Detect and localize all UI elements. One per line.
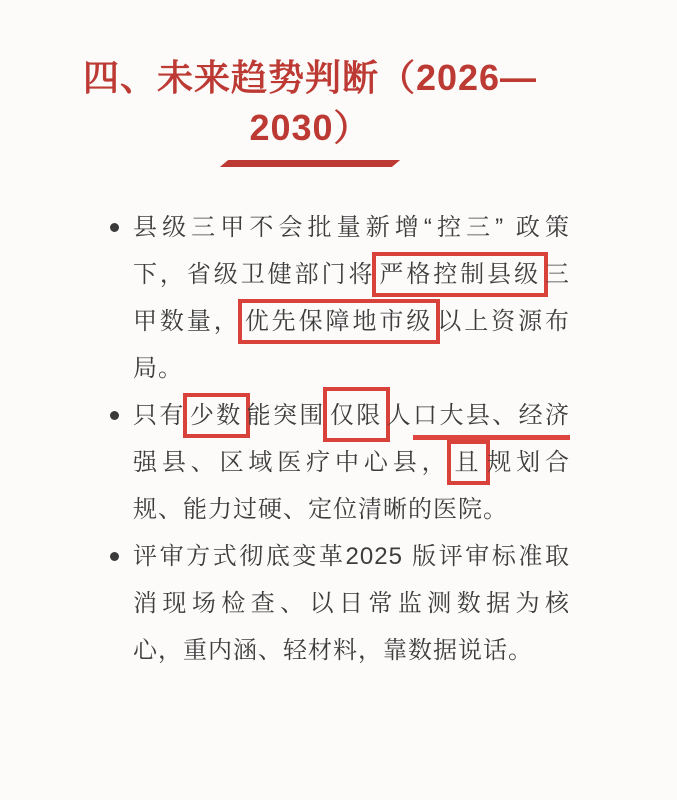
text-segment: 三 (545, 261, 571, 288)
bullet-list (0, 204, 570, 674)
text-line (133, 627, 570, 674)
text-segment: 消现场检查、以日常监测数据为核 (133, 590, 570, 617)
bullet-item-3 (133, 533, 570, 674)
text-segment: 心，重内涵、轻材料，靠数据说话。 (133, 637, 533, 664)
highlight-box: 少数 (183, 393, 250, 438)
text-line (133, 486, 570, 533)
text-segment: 以上资源布 (437, 308, 571, 335)
title-block (0, 0, 620, 167)
text-line (133, 345, 570, 392)
text-segment: 能突围 (246, 402, 326, 429)
title-line-1: 四、未来趋势判断（2026— (82, 57, 538, 98)
text-line (133, 392, 570, 439)
bullet-dot (110, 411, 119, 420)
text-line (133, 533, 570, 580)
text-segment: 只有 (133, 402, 186, 429)
bullet-dot (110, 552, 119, 561)
text-line (133, 580, 570, 627)
text-segment: 强县、区域医疗中心县， (133, 449, 451, 476)
text-segment: 下，省级卫健部门将 (133, 261, 376, 288)
text-segment: 人 (386, 402, 414, 429)
text-line (133, 251, 570, 298)
text-segment: 甲数量， (133, 308, 241, 335)
title-line-2: 2030） (249, 107, 371, 148)
bullet-item-2 (133, 392, 570, 533)
text-segment: 县级三甲不会批量新增“控三” 政策 (133, 214, 570, 241)
text-segment: 评审方式彻底变革2025 版评审标准取 (133, 543, 570, 570)
text-segment: 局。 (133, 355, 183, 382)
bullet-dot (110, 223, 119, 232)
highlight-box: 仅限 (323, 387, 390, 442)
page-title (0, 53, 620, 153)
text-segment: 规划合 (487, 449, 571, 476)
highlight-box: 优先保障地市级 (238, 299, 441, 344)
bullet-item-1 (133, 204, 570, 392)
highlight-box: 严格控制县级 (372, 252, 548, 297)
text-segment: 规、能力过硬、定位清晰的医院。 (133, 496, 508, 523)
text-line (133, 298, 570, 345)
highlight-underline: 口大县、经济 (413, 402, 570, 440)
title-underline-bar (220, 160, 400, 167)
text-line (133, 439, 570, 486)
highlight-box: 且 (447, 440, 490, 485)
text-line (133, 204, 570, 251)
